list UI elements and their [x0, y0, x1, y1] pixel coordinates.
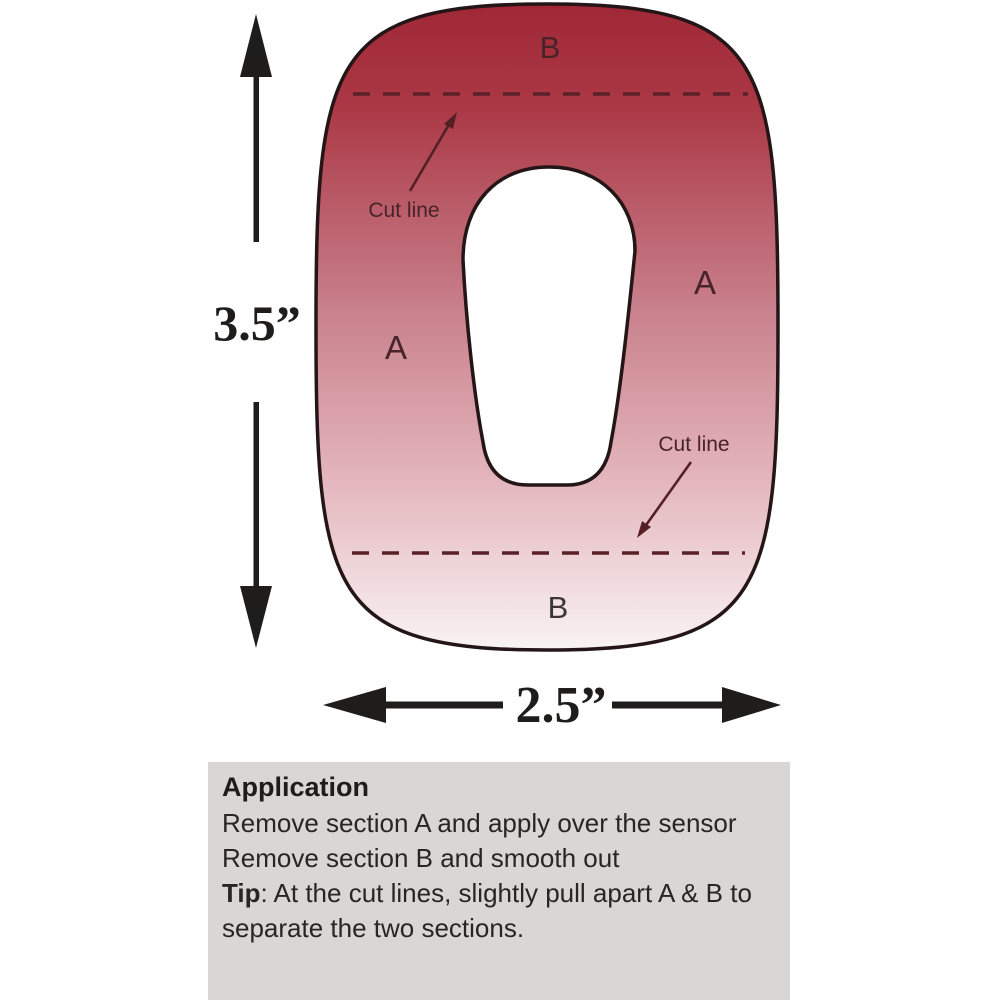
instruction-line-1: Remove section A and apply over the sensor	[222, 808, 737, 838]
section-a-right-label: A	[693, 264, 717, 301]
instruction-tip-line-2: separate the two sections.	[222, 913, 525, 943]
tip-label: Tip	[222, 878, 261, 908]
instruction-line-2: Remove section B and smooth out	[222, 843, 620, 873]
height-dimension-label: 3.5”	[213, 295, 301, 351]
section-b-bottom-label: B	[547, 590, 569, 625]
arrow-left-icon	[323, 687, 386, 723]
cut-line-top-label: Cut line	[368, 199, 440, 222]
arrow-up-icon	[240, 14, 272, 77]
keyhole-cutout	[463, 167, 635, 485]
section-b-top-label: B	[539, 30, 561, 65]
arrow-down-icon	[240, 586, 272, 648]
cut-line-bottom-label: Cut line	[658, 433, 730, 456]
arrow-right-icon	[722, 687, 781, 723]
section-a-left-label: A	[384, 329, 408, 366]
width-dimension-label: 2.5”	[515, 677, 607, 734]
instruction-tip-line-1	[222, 876, 768, 911]
instructions-heading: Application	[222, 772, 369, 802]
tip-text-line-1: : At the cut lines, slightly pull apart A & B to	[260, 878, 752, 908]
application-instructions-box	[208, 762, 790, 1000]
